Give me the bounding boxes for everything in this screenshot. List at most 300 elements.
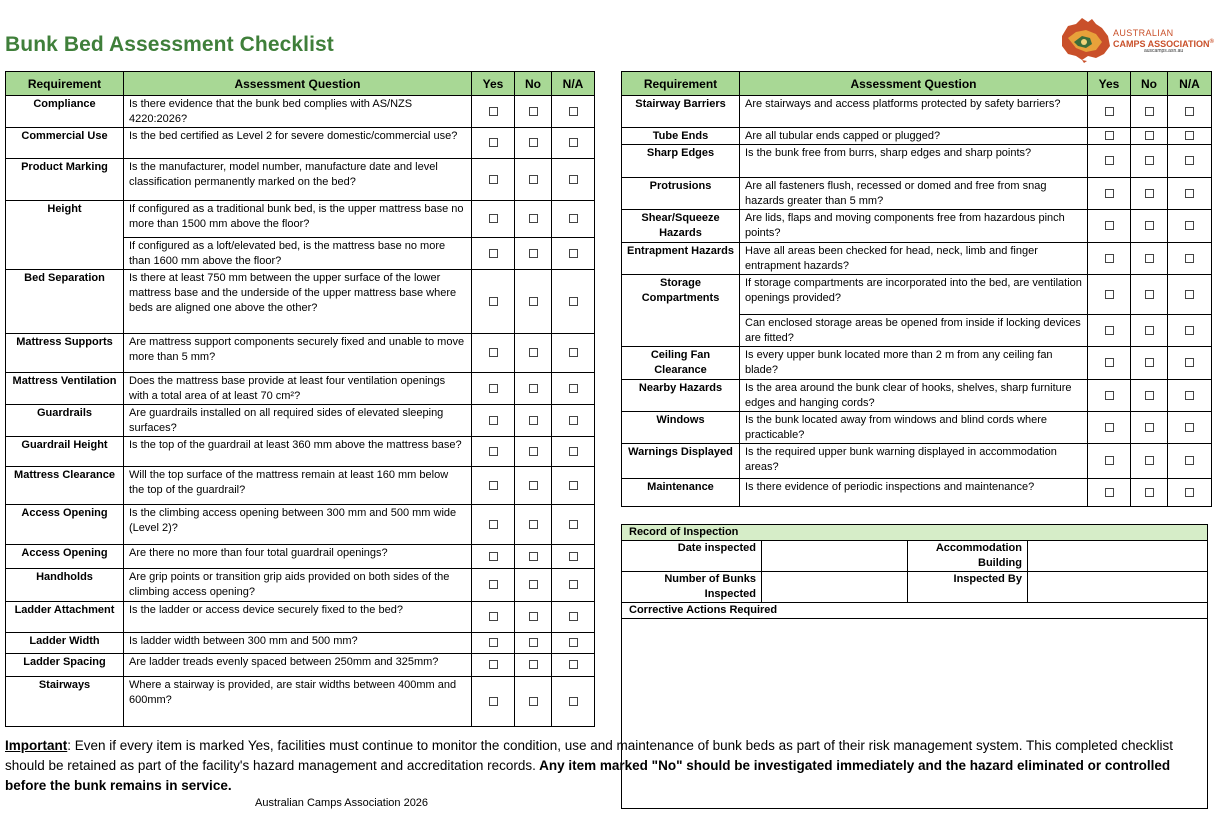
yes-cell xyxy=(472,654,515,677)
yes-cell xyxy=(1088,145,1131,178)
no-cell xyxy=(515,159,552,201)
yes-cell xyxy=(472,677,515,727)
checklist-row xyxy=(6,467,595,505)
requirement-cell: Stairway Barriers xyxy=(622,96,740,128)
na-cell xyxy=(552,569,595,602)
copyright: Australian Camps Association 2026 xyxy=(255,797,429,809)
checklist-row xyxy=(622,412,1212,444)
na-checkbox[interactable] xyxy=(569,580,578,589)
requirement-cell: Ladder Spacing xyxy=(6,654,124,677)
yes-cell xyxy=(472,238,515,270)
yes-checkbox[interactable] xyxy=(489,697,498,706)
col-header-requirement: Requirement xyxy=(622,72,740,96)
checklist-row xyxy=(6,633,595,654)
checklist-row xyxy=(622,145,1212,178)
no-checkbox[interactable] xyxy=(1145,391,1154,400)
no-cell xyxy=(515,128,552,159)
yes-cell xyxy=(472,545,515,569)
no-checkbox[interactable] xyxy=(1145,290,1154,299)
na-checkbox[interactable] xyxy=(1185,488,1194,497)
requirement-cell: Access Opening xyxy=(6,505,124,545)
australia-map-icon xyxy=(1056,16,1114,64)
no-cell xyxy=(515,505,552,545)
no-cell xyxy=(515,545,552,569)
yes-checkbox[interactable] xyxy=(1105,358,1114,367)
na-checkbox[interactable] xyxy=(569,297,578,306)
no-cell xyxy=(1131,347,1168,380)
col-header-requirement: Requirement xyxy=(6,72,124,96)
na-checkbox[interactable] xyxy=(569,447,578,456)
date-inspected-label: Date inspected xyxy=(622,541,762,572)
no-cell xyxy=(1131,210,1168,243)
no-checkbox[interactable] xyxy=(1145,456,1154,465)
number-of-bunks-field[interactable] xyxy=(762,572,908,603)
no-checkbox[interactable] xyxy=(529,520,538,529)
question-cell: Is the manufacturer, model number, manufacture date and level classification permanently marked on the bed? xyxy=(124,159,472,201)
yes-checkbox[interactable] xyxy=(489,638,498,647)
question-cell: Are stairways and access platforms protected by safety barriers? xyxy=(740,96,1088,128)
yes-cell xyxy=(1088,412,1131,444)
no-cell xyxy=(515,238,552,270)
no-checkbox[interactable] xyxy=(529,552,538,561)
na-cell xyxy=(552,334,595,373)
yes-checkbox[interactable] xyxy=(1105,488,1114,497)
yes-checkbox[interactable] xyxy=(1105,254,1114,263)
col-header-yes: Yes xyxy=(1088,72,1131,96)
col-header-na: N/A xyxy=(1168,72,1212,96)
no-cell xyxy=(1131,275,1168,315)
yes-cell xyxy=(1088,210,1131,243)
no-checkbox[interactable] xyxy=(1145,156,1154,165)
na-cell xyxy=(552,96,595,128)
na-checkbox[interactable] xyxy=(1185,131,1194,140)
logo-url: auscamps.asn.au xyxy=(1144,48,1184,54)
requirement-cell: Ladder Attachment xyxy=(6,602,124,633)
question-cell: Is there at least 750 mm between the upper surface of the lower mattress base and the underside of the upper mattress base where beds are aligned one above the other? xyxy=(124,270,472,334)
no-cell xyxy=(1131,96,1168,128)
yes-checkbox[interactable] xyxy=(489,612,498,621)
question-cell: Are ladder treads evenly spaced between 250mm and 325mm? xyxy=(124,654,472,677)
yes-checkbox[interactable] xyxy=(489,175,498,184)
requirement-cell: Guardrail Height xyxy=(6,437,124,467)
na-cell xyxy=(1168,178,1212,210)
yes-cell xyxy=(472,602,515,633)
yes-checkbox[interactable] xyxy=(1105,456,1114,465)
col-header-na: N/A xyxy=(552,72,595,96)
no-checkbox[interactable] xyxy=(529,297,538,306)
requirement-cell: Commercial Use xyxy=(6,128,124,159)
question-cell: Is ladder width between 300 mm and 500 mm? xyxy=(124,633,472,654)
requirement-cell: Compliance xyxy=(6,96,124,128)
question-cell: Have all areas been checked for head, neck, limb and finger entrapment hazards? xyxy=(740,243,1088,275)
checklist-row xyxy=(622,315,1212,347)
requirement-cell: Bed Separation xyxy=(6,270,124,334)
accommodation-building-field[interactable] xyxy=(1028,541,1208,572)
yes-checkbox[interactable] xyxy=(1105,423,1114,432)
yes-cell xyxy=(472,270,515,334)
yes-cell xyxy=(472,467,515,505)
yes-cell xyxy=(1088,128,1131,145)
na-checkbox[interactable] xyxy=(569,520,578,529)
checklist-row xyxy=(622,96,1212,128)
question-cell: If storage compartments are incorporated into the bed, are ventilation openings provided? xyxy=(740,275,1088,315)
footer-text: : Even if every item is marked Yes, facilities must continue to monitor the condition, use and maintenance of bunk beds as part of their risk management system. This completed checklist should be retained as part of the facility's hazard management and accreditation records. xyxy=(5,738,1174,773)
na-checkbox[interactable] xyxy=(569,107,578,116)
na-cell xyxy=(552,467,595,505)
no-checkbox[interactable] xyxy=(1145,358,1154,367)
yes-cell xyxy=(1088,444,1131,479)
yes-cell xyxy=(1088,178,1131,210)
question-cell: If configured as a loft/elevated bed, is the mattress base no more than 1600 mm above the floor? xyxy=(124,238,472,270)
question-cell: Is the top of the guardrail at least 360 mm above the mattress base? xyxy=(124,437,472,467)
requirement-cell xyxy=(622,315,740,347)
no-checkbox[interactable] xyxy=(1145,107,1154,116)
na-checkbox[interactable] xyxy=(1185,189,1194,198)
yes-checkbox[interactable] xyxy=(489,249,498,258)
yes-checkbox[interactable] xyxy=(489,552,498,561)
no-cell xyxy=(1131,315,1168,347)
requirement-cell: Guardrails xyxy=(6,405,124,437)
number-of-bunks-label: Number of Bunks Inspected xyxy=(622,572,762,603)
yes-cell xyxy=(1088,275,1131,315)
yes-checkbox[interactable] xyxy=(1105,189,1114,198)
na-cell xyxy=(552,633,595,654)
na-checkbox[interactable] xyxy=(569,697,578,706)
question-cell: Will the top surface of the mattress remain at least 160 mm below the top of the guardrail? xyxy=(124,467,472,505)
no-cell xyxy=(1131,145,1168,178)
question-cell: Is the ladder or access device securely fixed to the bed? xyxy=(124,602,472,633)
yes-cell xyxy=(1088,479,1131,507)
yes-checkbox[interactable] xyxy=(489,481,498,490)
question-cell: Is the bunk located away from windows and blind cords where practicable? xyxy=(740,412,1088,444)
footer-note xyxy=(5,736,1210,796)
page-title: Bunk Bed Assessment Checklist xyxy=(5,33,334,56)
na-checkbox[interactable] xyxy=(569,481,578,490)
checklist-row xyxy=(6,545,595,569)
yes-cell xyxy=(472,405,515,437)
col-header-question: Assessment Question xyxy=(740,72,1088,96)
yes-checkbox[interactable] xyxy=(1105,391,1114,400)
na-cell xyxy=(1168,347,1212,380)
na-checkbox[interactable] xyxy=(569,552,578,561)
na-cell xyxy=(1168,412,1212,444)
na-cell xyxy=(552,128,595,159)
no-checkbox[interactable] xyxy=(529,580,538,589)
no-checkbox[interactable] xyxy=(529,697,538,706)
checklist-row xyxy=(6,602,595,633)
na-cell xyxy=(1168,243,1212,275)
na-checkbox[interactable] xyxy=(1185,254,1194,263)
yes-checkbox[interactable] xyxy=(489,348,498,357)
na-cell xyxy=(552,505,595,545)
yes-checkbox[interactable] xyxy=(1105,107,1114,116)
checklist-row xyxy=(6,238,595,270)
question-cell: Are there no more than four total guardrail openings? xyxy=(124,545,472,569)
yes-checkbox[interactable] xyxy=(489,214,498,223)
logo-line2: CAMPS ASSOCIATION® xyxy=(1113,39,1214,49)
no-cell xyxy=(515,654,552,677)
no-checkbox[interactable] xyxy=(529,638,538,647)
no-cell xyxy=(515,334,552,373)
requirement-cell: Tube Ends xyxy=(622,128,740,145)
na-checkbox[interactable] xyxy=(1185,107,1194,116)
question-cell: Are grip points or transition grip aids provided on both sides of the climbing access opening? xyxy=(124,569,472,602)
checklist-row xyxy=(622,178,1212,210)
no-checkbox[interactable] xyxy=(529,175,538,184)
na-cell xyxy=(1168,444,1212,479)
yes-cell xyxy=(1088,243,1131,275)
yes-checkbox[interactable] xyxy=(489,416,498,425)
no-cell xyxy=(1131,479,1168,507)
na-checkbox[interactable] xyxy=(569,249,578,258)
yes-cell xyxy=(472,128,515,159)
no-cell xyxy=(1131,178,1168,210)
checklist-row xyxy=(6,405,595,437)
yes-checkbox[interactable] xyxy=(1105,221,1114,230)
requirement-cell: Warnings Displayed xyxy=(622,444,740,479)
na-checkbox[interactable] xyxy=(569,384,578,393)
question-cell: Are mattress support components securely fixed and unable to move more than 5 mm? xyxy=(124,334,472,373)
na-cell xyxy=(1168,275,1212,315)
yes-checkbox[interactable] xyxy=(489,384,498,393)
logo-line1: AUSTRALIAN xyxy=(1113,28,1174,38)
question-cell: Does the mattress base provide at least four ventilation openings with a total area of at least 70 cm²? xyxy=(124,373,472,405)
requirement-cell: Handholds xyxy=(6,569,124,602)
yes-cell xyxy=(472,437,515,467)
na-cell xyxy=(1168,210,1212,243)
yes-checkbox[interactable] xyxy=(1105,131,1114,140)
yes-checkbox[interactable] xyxy=(489,107,498,116)
checklist-row xyxy=(6,569,595,602)
na-checkbox[interactable] xyxy=(1185,456,1194,465)
yes-checkbox[interactable] xyxy=(489,447,498,456)
no-cell xyxy=(515,467,552,505)
no-checkbox[interactable] xyxy=(529,660,538,669)
na-cell xyxy=(552,677,595,727)
na-cell xyxy=(552,238,595,270)
yes-cell xyxy=(1088,347,1131,380)
requirement-cell: Shear/Squeeze Hazards xyxy=(622,210,740,243)
no-checkbox[interactable] xyxy=(1145,189,1154,198)
no-cell xyxy=(515,677,552,727)
yes-cell xyxy=(472,201,515,238)
left-checklist-table xyxy=(5,71,595,727)
accommodation-building-label: Accommodation Building xyxy=(908,541,1028,572)
requirement-cell: Maintenance xyxy=(622,479,740,507)
no-cell xyxy=(515,201,552,238)
yes-cell xyxy=(472,334,515,373)
col-header-no: No xyxy=(515,72,552,96)
na-cell xyxy=(552,654,595,677)
no-checkbox[interactable] xyxy=(1145,254,1154,263)
no-checkbox[interactable] xyxy=(1145,488,1154,497)
yes-cell xyxy=(1088,315,1131,347)
checklist-row xyxy=(6,128,595,159)
no-cell xyxy=(515,569,552,602)
checklist-row xyxy=(6,159,595,201)
corrective-actions-label: Corrective Actions Required xyxy=(622,603,1208,619)
na-checkbox[interactable] xyxy=(569,416,578,425)
yes-checkbox[interactable] xyxy=(489,297,498,306)
na-cell xyxy=(1168,380,1212,412)
no-checkbox[interactable] xyxy=(529,416,538,425)
requirement-cell: Mattress Ventilation xyxy=(6,373,124,405)
checklist-row xyxy=(622,479,1212,507)
question-cell: Is the required upper bunk warning displayed in accommodation areas? xyxy=(740,444,1088,479)
question-cell: Are guardrails installed on all required sides of elevated sleeping surfaces? xyxy=(124,405,472,437)
checklist-row xyxy=(622,347,1212,380)
checklist-row xyxy=(622,210,1212,243)
no-cell xyxy=(515,96,552,128)
yes-cell xyxy=(472,633,515,654)
checklist-row xyxy=(622,444,1212,479)
question-cell: Is every upper bunk located more than 2 m from any ceiling fan blade? xyxy=(740,347,1088,380)
question-cell: Is the bunk free from burrs, sharp edges and sharp points? xyxy=(740,145,1088,178)
no-checkbox[interactable] xyxy=(1145,326,1154,335)
no-checkbox[interactable] xyxy=(529,481,538,490)
requirement-cell: Mattress Supports xyxy=(6,334,124,373)
checklist-row xyxy=(6,201,595,238)
yes-cell xyxy=(472,505,515,545)
inspected-by-label: Inspected By xyxy=(908,572,1028,603)
yes-cell xyxy=(472,373,515,405)
na-checkbox[interactable] xyxy=(569,214,578,223)
checklist-row xyxy=(6,654,595,677)
checklist-row xyxy=(6,270,595,334)
no-checkbox[interactable] xyxy=(529,348,538,357)
requirement-cell: Stairways xyxy=(6,677,124,727)
date-inspected-field[interactable] xyxy=(762,541,908,572)
na-cell xyxy=(552,545,595,569)
checklist-row xyxy=(622,128,1212,145)
na-checkbox[interactable] xyxy=(569,660,578,669)
na-checkbox[interactable] xyxy=(569,175,578,184)
requirement-cell xyxy=(6,238,124,270)
na-cell xyxy=(552,437,595,467)
checklist-row xyxy=(6,677,595,727)
na-cell xyxy=(1168,145,1212,178)
no-checkbox[interactable] xyxy=(529,447,538,456)
checklist-row xyxy=(6,505,595,545)
requirement-cell: Sharp Edges xyxy=(622,145,740,178)
checklist-row xyxy=(6,334,595,373)
no-checkbox[interactable] xyxy=(529,612,538,621)
na-cell xyxy=(552,159,595,201)
question-cell: Are all fasteners flush, recessed or domed and free from snag hazards greater than 5 mm? xyxy=(740,178,1088,210)
record-title: Record of Inspection xyxy=(622,525,1208,541)
requirement-cell: Height xyxy=(6,201,124,238)
question-cell: Is the bed certified as Level 2 for severe domestic/commercial use? xyxy=(124,128,472,159)
checklist-row xyxy=(622,380,1212,412)
yes-checkbox[interactable] xyxy=(489,520,498,529)
na-checkbox[interactable] xyxy=(569,348,578,357)
na-checkbox[interactable] xyxy=(1185,358,1194,367)
yes-checkbox[interactable] xyxy=(489,580,498,589)
na-checkbox[interactable] xyxy=(1185,423,1194,432)
na-checkbox[interactable] xyxy=(569,638,578,647)
no-cell xyxy=(1131,243,1168,275)
no-checkbox[interactable] xyxy=(529,249,538,258)
requirement-cell: Protrusions xyxy=(622,178,740,210)
requirement-cell: Nearby Hazards xyxy=(622,380,740,412)
na-checkbox[interactable] xyxy=(1185,290,1194,299)
requirement-cell: Windows xyxy=(622,412,740,444)
yes-checkbox[interactable] xyxy=(1105,156,1114,165)
na-cell xyxy=(1168,96,1212,128)
na-checkbox[interactable] xyxy=(569,612,578,621)
col-header-yes: Yes xyxy=(472,72,515,96)
no-cell xyxy=(515,373,552,405)
no-checkbox[interactable] xyxy=(1145,221,1154,230)
no-checkbox[interactable] xyxy=(1145,423,1154,432)
checklist-row xyxy=(622,243,1212,275)
yes-checkbox[interactable] xyxy=(1105,326,1114,335)
no-checkbox[interactable] xyxy=(529,138,538,147)
logo xyxy=(1056,16,1214,64)
na-checkbox[interactable] xyxy=(1185,156,1194,165)
yes-cell xyxy=(472,159,515,201)
checklist-row xyxy=(6,373,595,405)
footer-important: Important xyxy=(5,738,68,753)
na-cell xyxy=(1168,315,1212,347)
no-checkbox[interactable] xyxy=(529,214,538,223)
requirement-cell: Ceiling Fan Clearance xyxy=(622,347,740,380)
question-cell: Are lids, flaps and moving components free from hazardous pinch points? xyxy=(740,210,1088,243)
na-cell xyxy=(552,602,595,633)
right-checklist-table xyxy=(621,71,1212,507)
na-cell xyxy=(552,270,595,334)
checklist-row xyxy=(622,275,1212,315)
requirement-cell: Product Marking xyxy=(6,159,124,201)
yes-checkbox[interactable] xyxy=(489,138,498,147)
no-cell xyxy=(515,405,552,437)
question-cell: Can enclosed storage areas be opened from inside if locking devices are fitted? xyxy=(740,315,1088,347)
yes-checkbox[interactable] xyxy=(489,660,498,669)
na-checkbox[interactable] xyxy=(569,138,578,147)
no-cell xyxy=(515,270,552,334)
na-checkbox[interactable] xyxy=(1185,326,1194,335)
no-cell xyxy=(1131,412,1168,444)
requirement-cell: Mattress Clearance xyxy=(6,467,124,505)
yes-checkbox[interactable] xyxy=(1105,290,1114,299)
requirement-cell: Access Opening xyxy=(6,545,124,569)
no-cell xyxy=(515,602,552,633)
na-checkbox[interactable] xyxy=(1185,391,1194,400)
no-cell xyxy=(1131,444,1168,479)
question-cell: If configured as a traditional bunk bed, is the upper mattress base no more than 1500 mm above the floor? xyxy=(124,201,472,238)
question-cell: Is there evidence that the bunk bed complies with AS/NZS 4220:2026? xyxy=(124,96,472,128)
col-header-no: No xyxy=(1131,72,1168,96)
no-cell xyxy=(1131,128,1168,145)
footer-warning: Any item marked "No" should be investigated immediately and the hazard eliminated or controlled before the bunk remains in service. xyxy=(5,758,1171,793)
na-cell xyxy=(552,405,595,437)
na-checkbox[interactable] xyxy=(1185,221,1194,230)
no-checkbox[interactable] xyxy=(529,384,538,393)
inspected-by-field[interactable] xyxy=(1028,572,1208,603)
question-cell: Is the area around the bunk clear of hooks, shelves, sharp furniture edges and hanging cords? xyxy=(740,380,1088,412)
no-cell xyxy=(515,437,552,467)
na-cell xyxy=(1168,479,1212,507)
question-cell: Are all tubular ends capped or plugged? xyxy=(740,128,1088,145)
yes-cell xyxy=(472,96,515,128)
no-checkbox[interactable] xyxy=(1145,131,1154,140)
no-checkbox[interactable] xyxy=(529,107,538,116)
requirement-cell: Entrapment Hazards xyxy=(622,243,740,275)
question-cell: Where a stairway is provided, are stair widths between 400mm and 600mm? xyxy=(124,677,472,727)
no-cell xyxy=(515,633,552,654)
question-cell: Is the climbing access opening between 300 mm and 500 mm wide (Level 2)? xyxy=(124,505,472,545)
question-cell: Is there evidence of periodic inspections and maintenance? xyxy=(740,479,1088,507)
